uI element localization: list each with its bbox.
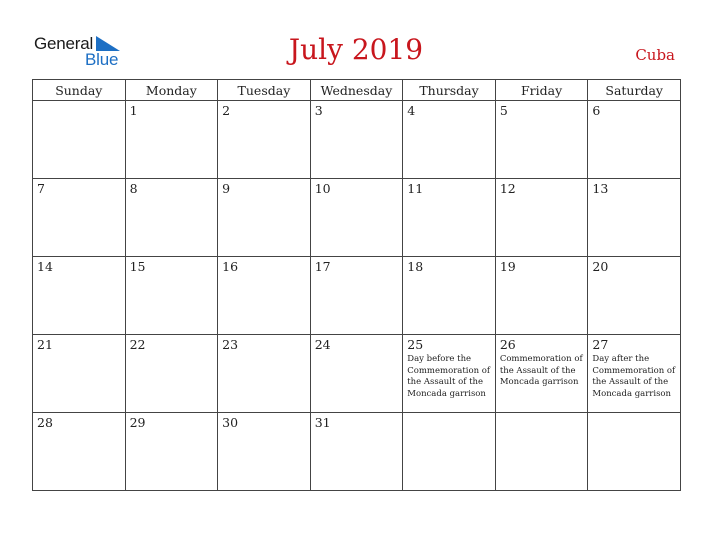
day-cell-16	[218, 257, 311, 335]
day-cell-6	[588, 101, 681, 179]
logo-word-general: General	[34, 34, 94, 53]
day-number: 22	[129, 337, 146, 352]
day-cell-26	[495, 335, 588, 413]
holiday-label: Commemoration of the Assault of the Moncada garrison	[499, 354, 583, 388]
day-number: 21	[37, 337, 53, 352]
day-cell-10	[310, 179, 403, 257]
day-cell-14	[33, 257, 126, 335]
weekday-header-sunday: Sunday	[33, 80, 126, 101]
day-number: 1	[129, 103, 138, 118]
week-row	[33, 101, 681, 179]
day-number: 14	[37, 259, 53, 274]
holiday-label: Day after the Commemoration of the Assault of the Moncada garrison	[592, 354, 676, 399]
day-cell-27	[588, 335, 681, 413]
day-cell-9	[218, 179, 311, 257]
calendar-grid	[32, 79, 681, 491]
day-number: 6	[592, 103, 601, 118]
day-cell-15	[125, 257, 218, 335]
day-number: 27	[592, 337, 609, 352]
day-cell-30	[218, 413, 311, 491]
weekday-header-friday: Friday	[495, 80, 588, 101]
day-number: 3	[314, 103, 323, 118]
logo-word-blue: Blue	[85, 50, 119, 69]
day-number: 26	[499, 337, 516, 352]
day-cell-19	[495, 257, 588, 335]
week-row	[33, 179, 681, 257]
empty-day-cell	[588, 413, 681, 491]
calendar-body	[33, 101, 681, 491]
empty-day-cell	[33, 101, 126, 179]
day-number: 11	[407, 181, 424, 196]
weekday-header-thursday: Thursday	[403, 80, 496, 101]
weekday-header-tuesday: Tuesday	[218, 80, 311, 101]
weekday-header-saturday: Saturday	[588, 80, 681, 101]
day-number: 5	[499, 103, 508, 118]
day-number: 7	[37, 181, 45, 196]
day-number: 19	[499, 259, 516, 274]
weekday-header-row	[33, 80, 681, 101]
weekday-header-wednesday: Wednesday	[310, 80, 403, 101]
day-cell-3	[310, 101, 403, 179]
day-cell-11	[403, 179, 496, 257]
week-row	[33, 413, 681, 491]
day-cell-20	[588, 257, 681, 335]
week-row	[33, 257, 681, 335]
day-number: 13	[592, 181, 609, 196]
day-number: 23	[222, 337, 239, 352]
day-cell-24	[310, 335, 403, 413]
day-number: 28	[37, 415, 53, 430]
day-number: 9	[222, 181, 231, 196]
day-number: 24	[314, 337, 331, 352]
day-cell-28	[33, 413, 126, 491]
day-cell-4	[403, 101, 496, 179]
day-number: 29	[129, 415, 146, 430]
day-cell-1	[125, 101, 218, 179]
day-cell-29	[125, 413, 218, 491]
day-cell-13	[588, 179, 681, 257]
day-cell-8	[125, 179, 218, 257]
day-cell-31	[310, 413, 403, 491]
day-number: 4	[407, 103, 416, 118]
day-cell-5	[495, 101, 588, 179]
day-number: 18	[407, 259, 424, 274]
day-number: 2	[222, 103, 231, 118]
week-row	[33, 335, 681, 413]
day-number: 15	[129, 259, 146, 274]
day-number: 17	[314, 259, 331, 274]
day-number: 10	[314, 181, 331, 196]
day-cell-21	[33, 335, 126, 413]
day-number: 12	[499, 181, 516, 196]
day-cell-18	[403, 257, 496, 335]
day-number: 8	[129, 181, 138, 196]
day-cell-7	[33, 179, 126, 257]
day-cell-2	[218, 101, 311, 179]
country-label: Cuba	[635, 46, 675, 64]
day-number: 31	[314, 415, 331, 430]
day-number: 25	[407, 337, 424, 352]
day-cell-23	[218, 335, 311, 413]
day-cell-22	[125, 335, 218, 413]
day-cell-12	[495, 179, 588, 257]
empty-day-cell	[495, 413, 588, 491]
day-cell-25	[403, 335, 496, 413]
day-number: 16	[222, 259, 239, 274]
holiday-label: Day before the Commemoration of the Assault of the Moncada garrison	[407, 354, 491, 399]
day-number: 30	[222, 415, 239, 430]
weekday-header-monday: Monday	[125, 80, 218, 101]
day-cell-17	[310, 257, 403, 335]
empty-day-cell	[403, 413, 496, 491]
day-number: 20	[592, 259, 609, 274]
calendar-title: July 2019	[288, 33, 424, 66]
